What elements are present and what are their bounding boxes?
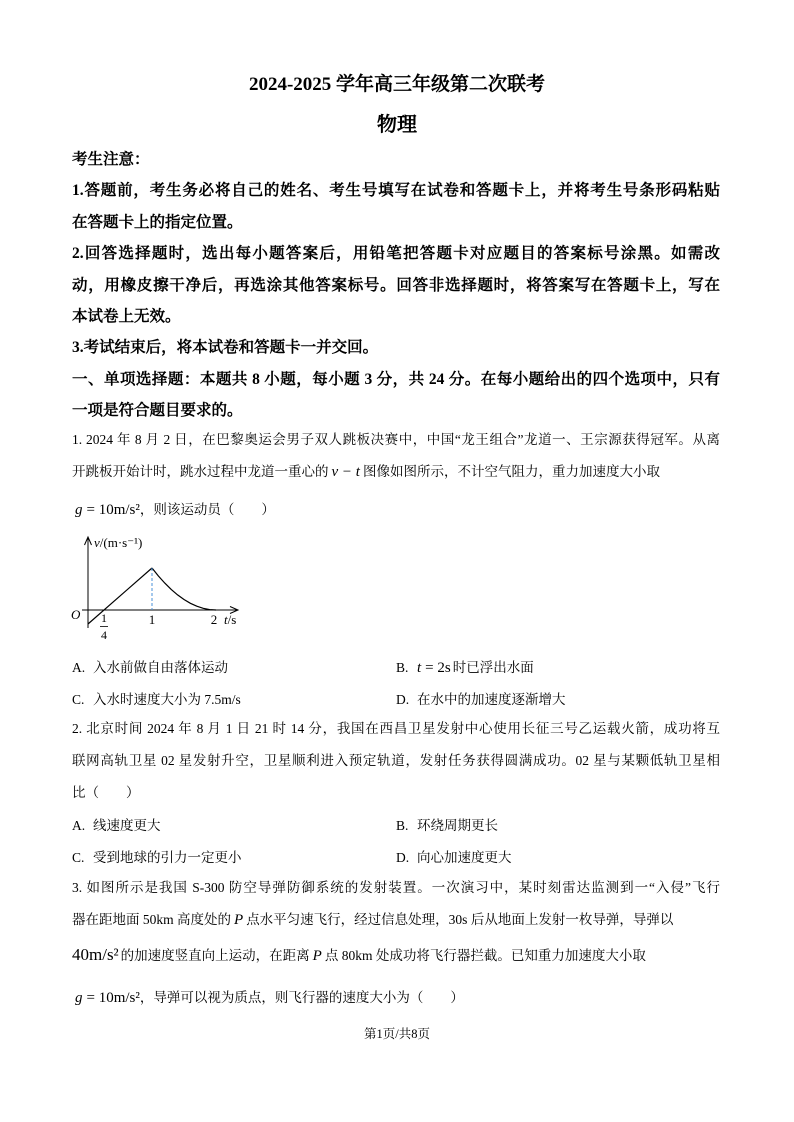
subject-title: 物理: [377, 114, 417, 136]
question-2: [72, 713, 720, 809]
q1-g-symbol: g: [75, 502, 83, 518]
velocity-curve-water: [152, 568, 216, 610]
q1-option-a: [72, 652, 396, 684]
q2-line-1: 2. 北京时间 2024 年 8 月 1 日 21 时 14 分，我国在西昌卫星发射中心使用长征三号乙运载火箭，成功将互: [72, 721, 720, 736]
q2-option-b: [396, 810, 720, 842]
q3-line-2-text-a: 器在距地面 50km 高度处的: [72, 912, 232, 927]
velocity-line-air: [88, 568, 152, 624]
q1-line-1: 1. 2024 年 8 月 2 日，在巴黎奥运会男子双人跳板决赛中，中国“龙王组合”龙道一、王宗源获得冠军。从离: [72, 432, 720, 447]
q2-option-d: [396, 842, 720, 874]
q1-line-2-text-b: 图像如图所示，不计空气阻力，重力加速度大小取: [362, 464, 660, 479]
velocity-time-graph: [62, 528, 252, 650]
notice-item-2-line-2: 动，用橡皮擦干净后，再选涂其他答案标号。回答非选择题时，将答案写在答题卡上，写在: [72, 276, 720, 294]
q2-options: [72, 810, 720, 874]
q1-option-b: [396, 652, 720, 684]
q1-option-b-var: t: [417, 660, 422, 676]
q2-option-d-text: 向心加速度更大: [417, 850, 512, 865]
q1-line-2-text-a: 开跳板开始计时，跳水过程中龙道一重心的: [72, 464, 329, 479]
q1-options: [72, 652, 720, 716]
q1-option-c-text: 入水时速度大小为 7.5m/s: [93, 692, 241, 707]
q3-line-3-text-b: 点 80km 处成功将飞行器拦截。已知重力加速度大小取: [324, 948, 646, 963]
exam-instructions: [72, 144, 720, 427]
question-1: [72, 424, 720, 532]
q1-options-row-1: [72, 652, 720, 684]
q1-option-c-label: C.: [72, 692, 85, 707]
tick-one: 1: [148, 612, 156, 627]
q3-g-symbol: g: [75, 990, 83, 1006]
q3-line-4-text: ，导弹可以视为质点，则飞行器的速度大小为（ ）: [139, 990, 464, 1005]
section-1-heading-line-1: 一、单项选择题：本题共 8 小题，每小题 3 分，共 24 分。在每小题给出的四个选项中，只有: [72, 370, 720, 388]
q3-line-3-text-a: 的加速度竖直向上运动，在距离: [120, 948, 310, 963]
notice-item-1-line-2: 在答题卡上的指定位置。: [72, 213, 243, 231]
q2-option-d-label: D.: [396, 850, 410, 865]
q1-option-d-text: 在水中的加速度逐渐增大: [417, 692, 566, 707]
notice-heading: 考生注意：: [72, 151, 150, 168]
v-axis-label: [94, 535, 142, 550]
q3-line-4: [72, 975, 720, 1021]
q3-g-value: = 10m/s²: [86, 990, 140, 1006]
q1-option-a-label: A.: [72, 660, 86, 675]
origin-label: O: [71, 607, 81, 622]
q2-option-c-label: C.: [72, 850, 85, 865]
q1-option-c: [72, 684, 396, 716]
v-axis-label-unit: /(m·s⁻¹): [99, 535, 143, 550]
q3-line-2-text-b: 点水平匀速飞行，经过信息处理，30s 后从地面上发射一枚导弹，导弹以: [246, 912, 674, 927]
q1-vt-symbol: v − t: [331, 464, 360, 480]
q1-option-b-text: 时已浮出水面: [452, 660, 534, 675]
exam-title: 2024-2025 学年高三年级第二次联考: [248, 74, 546, 95]
tick-two: 2: [210, 612, 218, 627]
question-3: [72, 872, 720, 1021]
q3-point-p: P: [234, 912, 244, 928]
v-axis-label-var: v: [94, 535, 100, 550]
notice-item-1-line-1: 1.答题前，考生务必将自己的姓名、考生号填写在试卷和答题卡上，并将考生号条形码粘贴: [72, 182, 720, 200]
tick-quarter-num: 1: [101, 611, 107, 625]
page-number: 第1页/共8页: [364, 1027, 430, 1041]
q2-option-a: [72, 810, 396, 842]
q1-line-3: [72, 488, 720, 532]
q2-options-row-2: [72, 842, 720, 874]
notice-item-2-line-3: 本试卷上无效。: [72, 308, 181, 326]
q3-acceleration-value: 40m/s²: [72, 945, 119, 964]
tick-quarter-den: 4: [101, 628, 107, 642]
q1-line-2: [72, 456, 720, 488]
q3-point-p-2: P: [312, 948, 322, 964]
q2-option-a-label: A.: [72, 818, 86, 833]
q1-option-b-eq: = 2s: [425, 660, 451, 676]
q3-line-1: 3. 如图所示是我国 S-300 防空导弹防御系统的发射装置。一次演习中，某时刻雷达监测到一“入侵”飞行: [72, 880, 720, 895]
q2-option-b-label: B.: [396, 818, 409, 833]
q2-line-2: 联网高轨卫星 02 星发射升空，卫星顺利进入预定轨道，发射任务获得圆满成功。02 星与某颗低轨卫星相: [72, 753, 720, 768]
t-axis-label-unit: /s: [227, 612, 237, 627]
q2-option-b-text: 环绕周期更长: [417, 818, 498, 833]
q3-line-2: [72, 904, 720, 936]
q1-options-row-2: [72, 684, 720, 716]
q3-line-3: [72, 936, 720, 975]
q1-g-value: = 10m/s²: [86, 502, 140, 518]
q1-option-d-label: D.: [396, 692, 410, 707]
q2-option-a-text: 线速度更大: [93, 818, 161, 833]
notice-item-3: 3.考试结束后，将本试卷和答题卡一并交回。: [72, 339, 379, 357]
notice-item-2-line-1: 2.回答选择题时，选出每小题答案后，用铅笔把答题卡对应题目的答案标号涂黑。如需改: [72, 245, 720, 263]
q1-line-3-text: ，则该运动员（ ）: [139, 502, 275, 517]
q2-option-c-text: 受到地球的引力一定更小: [93, 850, 242, 865]
t-axis-label-var: t: [224, 612, 228, 627]
q2-options-row-1: [72, 810, 720, 842]
q1-option-b-label: B.: [396, 660, 409, 675]
q1-option-a-text: 入水前做自由落体运动: [93, 660, 228, 675]
q1-option-d: [396, 684, 720, 716]
q2-line-3: 比（ ）: [72, 785, 140, 800]
t-axis-label: [224, 612, 236, 627]
q2-option-c: [72, 842, 396, 874]
section-1-heading-line-2: 一项是符合题目要求的。: [72, 402, 243, 420]
